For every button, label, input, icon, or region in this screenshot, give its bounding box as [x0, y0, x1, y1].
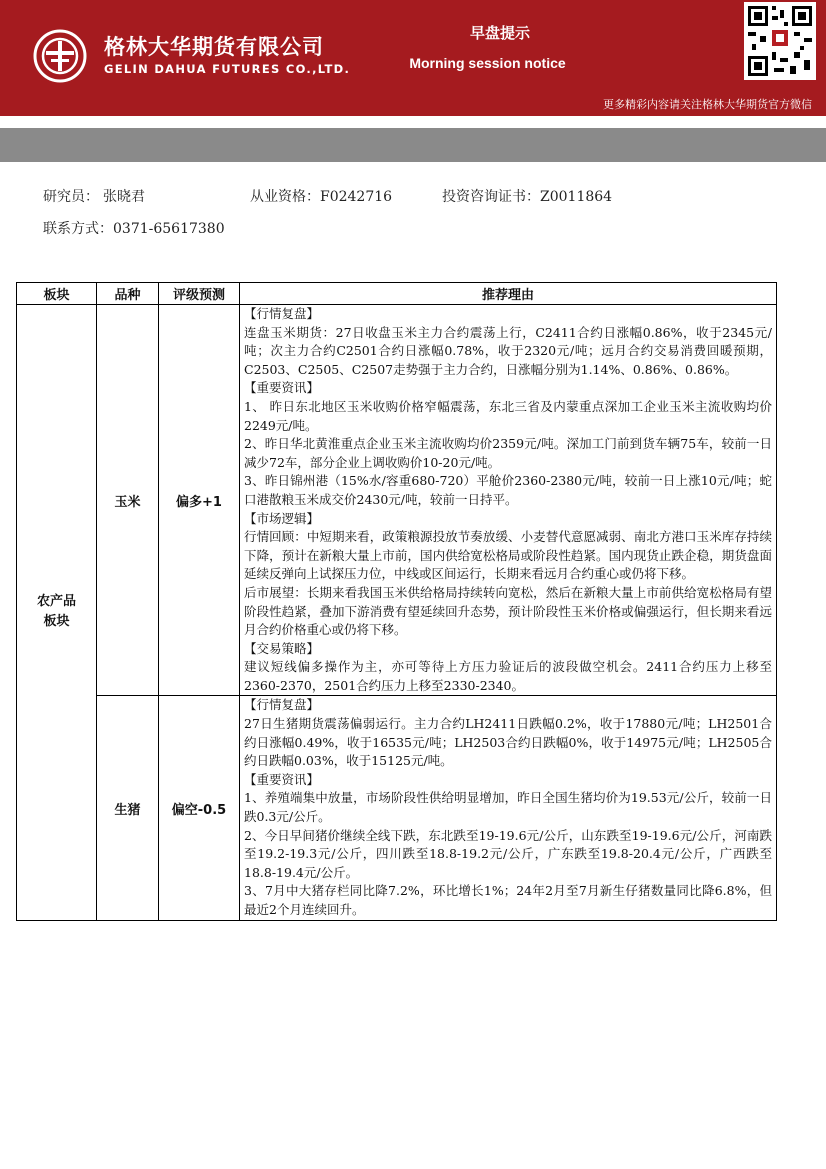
company-name-en: GELIN DAHUA FUTURES CO.,LTD. [104, 62, 351, 76]
rating-cell: 偏多+1 [159, 305, 240, 696]
company-logo-icon [33, 29, 87, 83]
reason-paragraph: 2、昨日华北黄淮重点企业玉米主流收购均价2359元/吨。深加工门前到货车辆75车，较前一日减少72车，部分企业上调收购价10-20元/吨。 [244, 436, 772, 470]
institute-license: 格林大华期货研究所 证监许可【2011】1288号 [30, 268, 324, 283]
report-date: 2024年8月28日星期三 [629, 268, 782, 284]
variety-cell: 生猪 [97, 696, 159, 920]
header-banner [0, 0, 826, 116]
reason-paragraph: 3、昨日锦州港（15%水/容重680-720）平舱价2360-2380元/吨，较前一日上涨10元/吨；蛇口港散粮玉米成交价2430元/吨，较前一日持平。 [244, 473, 772, 507]
researcher-name: 研究员： 张晓君 [43, 189, 145, 205]
header-reason: 推荐理由 [240, 283, 777, 305]
table-row [17, 696, 777, 920]
reason-cell [240, 696, 777, 920]
reason-paragraph: 行情回顾：中短期来看，政策粮源投放节奏放缓、小麦替代意愿减弱、南北方港口玉米库存持续下降，预计在新粮大量上市前，国内供给宽松格局或阶段性趋紧。国内现货止跌企稳，期货盘面延续反弹向上试探压力位，中线或区间运行，长期来看远月合约重心或仍将下移。 [244, 529, 772, 582]
wechat-qr-code-icon[interactable] [744, 2, 816, 80]
section-heading: 【重要资讯】 [244, 771, 320, 787]
researcher-contact: 联系方式：0371-65617380 [43, 221, 225, 237]
notice-title-en: Morning session notice [409, 55, 566, 71]
reason-paragraph: 3、7月中大猪存栏同比降7.2%，环比增长1%；24年2月至7月新生仔猪数量同比降6.8%，但最近2个月连续回升。 [244, 883, 772, 917]
section-heading: 【行情复盘】 [244, 306, 320, 321]
table-header-row [17, 283, 777, 305]
table-row [17, 305, 777, 696]
reason-paragraph: 27日生猪期货震荡偏弱运行。主力合约LH2411日跌幅0.2%，收于17880元/吨；LH2501合约日涨幅0.49%，收于16535元/吨；LH2503合约日跌幅0%，收于14975元/吨；LH2505合约日跌幅0.03%，收于15125元/吨。 [244, 716, 772, 769]
reason-paragraph: 1、养殖端集中放量，市场阶段性供给明显增加，昨日全国生猪均价为19.53元/公斤，较前一日跌0.3元/公斤。 [244, 790, 772, 825]
reason-cell [240, 305, 777, 696]
header-sector: 板块 [17, 283, 97, 305]
wechat-follow-note: 更多精彩内容请关注格林大华期货官方微信 [603, 98, 812, 111]
sector-cell: 农产品板块 [17, 305, 97, 921]
recommendation-table [16, 282, 777, 921]
reason-paragraph: 2、今日早间猪价继续全线下跌，东北跌至19-19.6元/公斤，山东跌至19-19.6元/公斤，河南跌至19.2-19.3元/公斤，四川跌至18.8-19.2元/公斤，广东跌至19.8-20.4元/公斤，广西跌至18.8-19.4元/公斤。 [244, 827, 772, 880]
section-heading: 【重要资讯】 [244, 380, 320, 396]
reason-paragraph: 1、 昨日东北地区玉米收购价格窄幅震荡，东北三省及内蒙重点深加工企业玉米主流收购均价2249元/吨。 [244, 398, 772, 433]
reason-paragraph: 后市展望：长期来看我国玉米供给格局持续转向宽松，然后在新粮大量上市前供给宽松格局有望阶段性趋紧，叠加下游消费有望延续回升态势，预计阶段性玉米价格或偏强运行，但长期来看远月合约价格重心或仍将下移。 [244, 584, 772, 638]
section-heading: 【行情复盘】 [244, 697, 320, 713]
header-variety: 品种 [97, 283, 159, 305]
researcher-certificate: 投资咨询证书：Z0011864 [442, 189, 613, 205]
reason-paragraph: 建议短线偏多操作为主，亦可等待上方压力验证后的波段做空机会。2411合约压力上移至2360-2370，2501合约压力上移至2330-2340。 [244, 659, 772, 693]
header-rating: 评级预测 [159, 283, 240, 305]
section-heading: 【市场逻辑】 [244, 510, 320, 526]
notice-title-cn: 早盘提示 [469, 24, 530, 42]
reason-paragraph: 连盘玉米期货：27日收盘玉米主力合约震荡上行，C2411合约日涨幅0.86%，收于2345元/吨；次主力合约C2501合约日涨幅0.78%，收于2320元/吨；远月合约交易消费回暖预期，C2503、C2505、C2507走势强于主力合约，日涨幅分别为1.14%、0.86%、0.86%。 [244, 324, 772, 377]
section-heading: 【交易策略】 [244, 640, 320, 656]
variety-cell: 玉米 [97, 305, 159, 696]
company-name-cn: 格林大华期货有限公司 [104, 35, 324, 59]
rating-cell: 偏空-0.5 [159, 696, 240, 920]
researcher-qualification: 从业资格：F0242716 [250, 189, 393, 205]
